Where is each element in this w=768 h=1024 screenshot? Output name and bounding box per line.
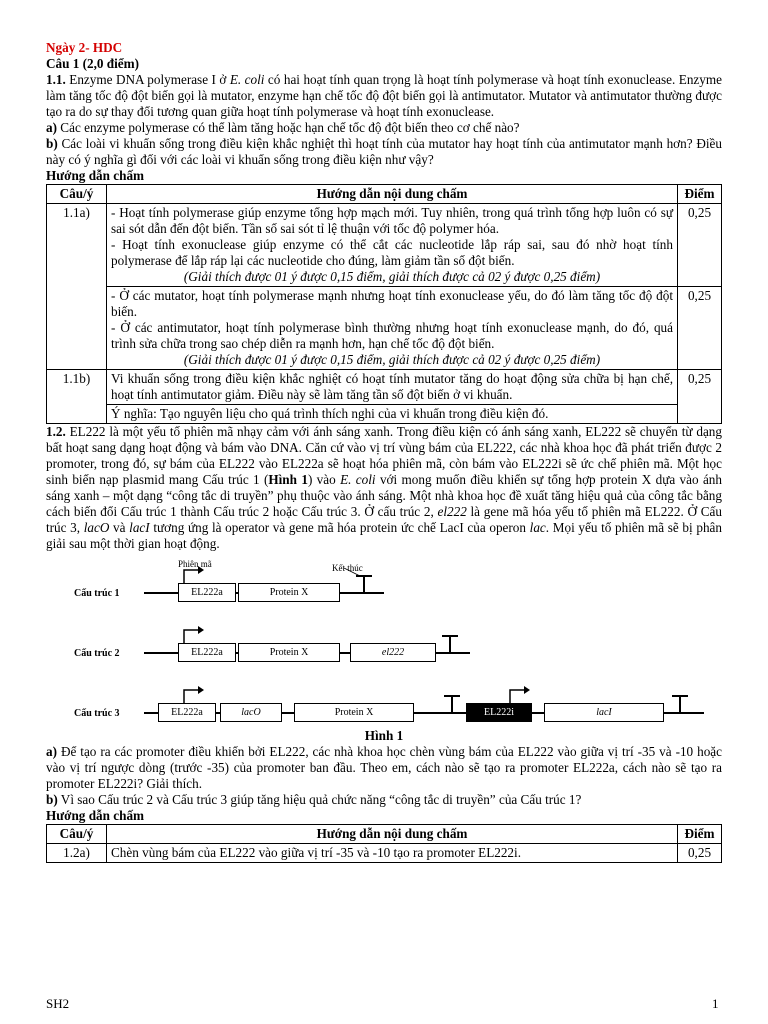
text-run: và: [109, 520, 130, 535]
content-line: - Ở các mutator, hoạt tính polymerase mạnh nhưng hoạt tính exonuclease yếu, do đó làm tăng tốc độ đột biến.: [111, 288, 673, 319]
species-name: E. coli: [340, 472, 376, 487]
scoring-note: (Giải thích được 01 ý được 0,15 điểm, giải thích được cả 02 ý được 0,25 điểm): [183, 352, 601, 367]
content-line: Ý nghĩa: Tạo nguyên liệu cho quá trình thích nghi của vi khuẩn trong điều kiện đó.: [111, 406, 549, 421]
cell-content: [107, 370, 678, 405]
cell-points: 0,25: [678, 370, 722, 424]
footer-code: SH2: [46, 996, 70, 1011]
col-header-points: Điểm: [678, 185, 722, 204]
table-row: [47, 370, 722, 405]
col-header-content: Hướng dẫn nội dung chấm: [107, 825, 678, 844]
gene-name: el222: [437, 504, 467, 519]
cell-points: 0,25: [678, 844, 722, 863]
text-run: tương ứng là operator và gene mã hóa protein ức chế LacI của operon: [149, 520, 530, 535]
question-b: [46, 136, 722, 168]
content-line: - Hoạt tính polymerase giúp enzyme tổng hợp mạch mới. Tuy nhiên, trong quá trình tổng hợp luôn có sự sai sót dẫn đến đột biến. Tần số sai sót tỉ lệ thuận với tốc độ polymer hóa.: [111, 205, 673, 236]
cell-points: 0,25: [678, 287, 722, 370]
table-header-row: [47, 185, 722, 204]
protein-x-gene: Protein X: [238, 583, 340, 602]
terminator-label: Kết thúc: [332, 563, 363, 573]
text-run: Enzyme DNA polymerase I ở: [65, 72, 230, 87]
col-header-points: Điểm: [678, 825, 722, 844]
construct-1-label: Cấu trúc 1: [74, 588, 120, 599]
cell-content: [107, 405, 678, 424]
construct-2-label: Cấu trúc 2: [74, 648, 120, 659]
question-label: b): [46, 792, 58, 807]
col-header-question: Câu/ý: [47, 185, 107, 204]
transcription-label: Phiên mã: [178, 559, 212, 569]
cell-points: 0,25: [678, 204, 722, 287]
cell-question: 1.1b): [47, 370, 107, 424]
text-run: với mong muốn điều khiển sự tổng hợp protein X dựa vào ánh sáng xanh – một dạng “công tắc di truyền” phụ thuộc vào ánh sáng. Một nhà khoa học đề xuất tăng hiệu quả của công tắc bằng cách biến đổi Cấu trúc 1 thành Cấu trúc 2 hoặc Cấu trúc 3. Ở cấu trúc 2,: [46, 472, 722, 519]
construct-3-label: Cấu trúc 3: [74, 708, 120, 719]
el222-gene: el222: [350, 643, 436, 662]
content-line: Vi khuẩn sống trong điều kiện khắc nghiệt có hoạt tính mutator tăng do hoạt động sửa chữa bị hạn chế, hoạt tính antimutator giảm. Điều này sẽ làm tăng tần số đột biến ở vi khuẩn.: [111, 371, 673, 402]
figure-1-diagram: [74, 556, 714, 726]
el222a-promoter: EL222a: [158, 703, 216, 722]
protein-x-gene: Protein X: [238, 643, 340, 662]
text-run: . Mọi yếu tố phiên mã sẽ bị phân giải sau một thời gian hoạt động.: [46, 520, 722, 551]
question-2a: [46, 744, 722, 792]
grading-guide-heading: Hướng dẫn chấm: [46, 808, 145, 823]
section-number: 1.2.: [46, 424, 66, 439]
grading-table-1: [46, 184, 722, 424]
el222a-promoter: EL222a: [178, 643, 236, 662]
gene-name: lacI: [129, 520, 150, 535]
gene-name: lac: [529, 520, 546, 535]
text-run: ) vào: [307, 472, 341, 487]
text-run: có hai hoạt tính quan trọng là hoạt tính polymerase và hoạt tính exonuclease. Enzyme làm tăng tốc độ đột biến gọi là mutator, enzyme hạn chế tốc độ đột biến gọi là antimutator. Mutator và antimutator thường được tạo ra do sự thay đổi tương quan giữa hoạt tính polymerase và hoạt tính exonuclease.: [46, 72, 722, 119]
gene-name: lacO: [83, 520, 110, 535]
construct-arrows: [74, 556, 714, 726]
document-page: [46, 40, 722, 863]
question-label: a): [46, 120, 57, 135]
laci-gene: lacI: [544, 703, 664, 722]
question-text: Các loài vi khuẩn sống trong điều kiện khắc nghiệt thì hoạt tính của mutator hay hoạt tính của antimutator mạnh hơn? Điều này có ý nghĩa gì đối với các loài vi khuẩn sống trong điều kiện như vậy?: [46, 136, 722, 167]
question-text: Để tạo ra các promoter điều khiển bởi EL222, các nhà khoa học chèn vùng bám của EL222 vào giữa vị trí -35 và -10 hoặc vào vị trí ngược dòng (trước -35) của promoter ban đầu. Theo em, cách nào sẽ tạo ra promoter EL222a, cách nào sẽ tạo ra promoter EL222i? Giải thích.: [46, 744, 722, 791]
table-row: [47, 287, 722, 370]
section-number: 1.1.: [46, 72, 66, 87]
grading-guide-heading: Hướng dẫn chấm: [46, 168, 145, 183]
question-label: b): [46, 136, 58, 151]
el222i-promoter: EL222i: [466, 703, 532, 722]
question-2b: [46, 792, 722, 808]
question-text: Vì sao Cấu trúc 2 và Cấu trúc 3 giúp tăng hiệu quả chức năng “công tắc di truyền” của Cấu trúc 1?: [57, 792, 582, 807]
table-row: [47, 844, 722, 863]
paragraph-1-2: [46, 424, 722, 552]
cell-question: 1.1a): [47, 204, 107, 370]
cell-question: 1.2a): [47, 844, 107, 863]
table-header-row: [47, 825, 722, 844]
species-name: E. coli: [229, 72, 265, 87]
table-row: [47, 204, 722, 287]
cell-content: [107, 287, 678, 370]
grading-table-2: [46, 824, 722, 863]
col-header-question: Câu/ý: [47, 825, 107, 844]
scoring-note: (Giải thích được 01 ý được 0,15 điểm, giải thích được cả 02 ý được 0,25 điểm): [183, 269, 601, 284]
question-a: [46, 120, 722, 136]
day-header: Ngày 2- HDC: [46, 40, 123, 55]
question-text: Các enzyme polymerase có thể làm tăng hoặc hạn chế tốc độ đột biến theo cơ chế nào?: [57, 120, 520, 135]
table-row: [47, 405, 722, 424]
content-line: - Hoạt tính exonuclease giúp enzyme có thể cắt các nucleotide lắp ráp sai, sau đó nhờ hoạt tính polymerase để lắp ráp lại các nucleotide cho đúng, làm giảm tần số đột biến.: [111, 237, 673, 268]
protein-x-gene: Protein X: [294, 703, 414, 722]
laco-operator: lacO: [220, 703, 282, 722]
page-number: 1: [712, 996, 719, 1011]
figure-ref: Hình 1: [268, 472, 308, 487]
question-label: a): [46, 744, 57, 759]
text-run: EL222 là một yếu tố phiên mã nhạy cảm với ánh sáng xanh. Trong điều kiện có ánh sáng xanh, EL222 sẽ chuyển từ dạng bất hoạt sang dạng hoạt động và bám vào DNA. Căn cứ vào vị trí vùng bám của EL222, các nhà khoa học đã phát triển được 2 promoter, trong đó, sự bám của EL222 vào EL222a sẽ hoạt hóa phiên mã, còn bám vào EL222i sẽ ức chế phiên mã. Một học sinh biến nạp plasmid mang Cấu trúc 1 (: [46, 424, 722, 487]
col-header-content: Hướng dẫn nội dung chấm: [107, 185, 678, 204]
cell-content: Chèn vùng bám của EL222 vào giữa vị trí -35 và -10 tạo ra promoter EL222i.: [107, 844, 678, 863]
el222a-promoter: EL222a: [178, 583, 236, 602]
cell-content: [107, 204, 678, 287]
content-line: - Ở các antimutator, hoạt tính polymerase bình thường nhưng hoạt tính exonuclease mạnh, do đó, quá trình sửa chữa trong sao chép diễn ra mạnh hơn, hạn chế tốc độ đột biến.: [111, 320, 673, 351]
text-run: là gene mã hóa yếu tố phiên mã EL222. Ở Cấu trúc 3,: [46, 504, 722, 535]
question-1-title: Câu 1 (2,0 điểm): [46, 56, 140, 71]
figure-caption: Hình 1: [364, 728, 404, 743]
paragraph-1-1: [46, 72, 722, 120]
